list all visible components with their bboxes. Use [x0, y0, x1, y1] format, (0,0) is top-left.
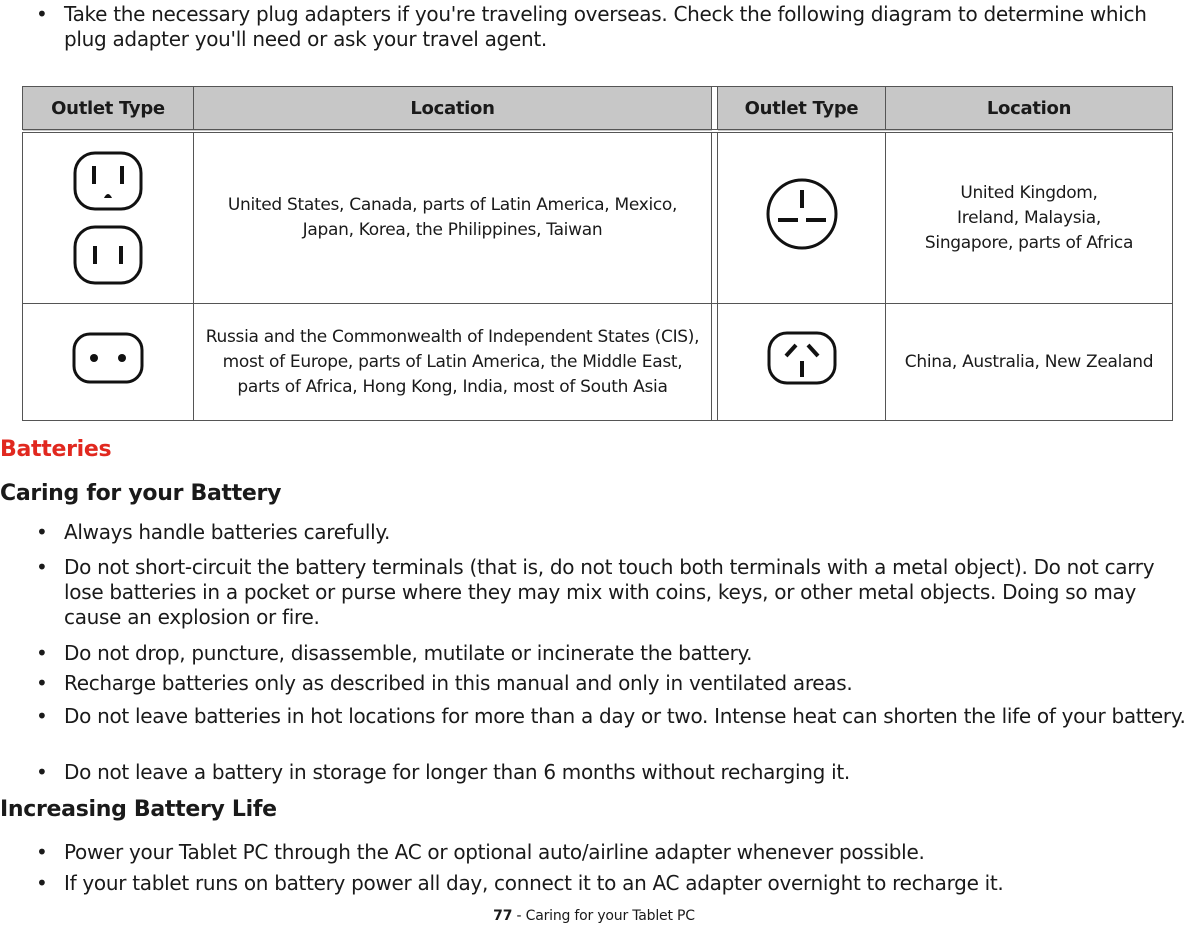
header-outlet-type-2: Outlet Type — [718, 87, 886, 132]
header-location: Location — [194, 87, 712, 132]
plug-adapter-table — [22, 86, 1173, 421]
bullet-marker: • — [36, 760, 48, 784]
outlet-cell — [718, 131, 886, 304]
list-item — [36, 704, 1188, 729]
list-item-text: Power your Tablet PC through the AC or optional auto/airline adapter whenever possible. — [64, 840, 925, 864]
us-outlet-two-prong-icon — [72, 224, 144, 286]
list-item — [36, 760, 1188, 785]
outlet-cell — [23, 304, 194, 421]
bullet-marker: • — [36, 2, 48, 26]
footer-separator: - — [512, 908, 526, 924]
bullet-marker: • — [36, 520, 48, 544]
page-footer — [0, 908, 1188, 924]
table-row — [23, 304, 1173, 421]
location-line: United Kingdom, — [960, 182, 1098, 203]
location-text: United States, Canada, parts of Latin America, Mexico, Japan, Korea, the Philippines, Taiwan — [227, 195, 678, 240]
location-line: Singapore, parts of Africa — [924, 232, 1134, 253]
header-location-2: Location — [886, 87, 1173, 132]
list-item — [36, 671, 1188, 696]
outlet-cell — [718, 304, 886, 421]
list-item — [36, 641, 1188, 666]
list-item-text: Do not leave a battery in storage for longer than 6 months without recharging it. — [64, 760, 850, 784]
list-item-text: If your tablet runs on battery power all day, connect it to an AC adapter overnight to recharge it. — [64, 871, 1004, 895]
table-header-row — [23, 87, 1173, 132]
batteries-heading: Batteries — [0, 437, 112, 462]
increasing-heading: Increasing Battery Life — [0, 797, 277, 822]
intro-bullet — [36, 2, 1188, 52]
bullet-marker: • — [36, 641, 48, 665]
location-cell — [194, 131, 712, 304]
intro-bullet-text: Take the necessary plug adapters if you're traveling overseas. Check the following diagram to determine which plug adapter you'll need or ask your travel agent. — [64, 2, 1147, 51]
list-item-text: Always handle batteries carefully. — [64, 520, 391, 544]
caring-heading: Caring for your Battery — [0, 481, 282, 506]
list-item-text: Do not leave batteries in hot locations for more than a day or two. Intense heat can shorten the life of your battery. — [64, 704, 1186, 728]
list-item-text: Recharge batteries only as described in this manual and only in ventilated areas. — [64, 671, 853, 695]
outlet-cell — [23, 131, 194, 304]
location-cell — [886, 304, 1173, 421]
location-cell — [194, 304, 712, 421]
list-item — [36, 520, 1188, 545]
location-text: Russia and the Commonwealth of Independent States (CIS), most of Europe, parts of Latin America, the Middle East, parts of Africa, Hong Kong, India, most of South Asia — [205, 326, 700, 397]
us-outlet-grounded-icon — [72, 150, 144, 212]
bullet-marker: • — [36, 840, 48, 864]
australia-outlet-icon — [766, 330, 838, 386]
list-item-text: Do not short-circuit the battery terminals (that is, do not touch both terminals with a metal object). Do not carry lose batteries in a pocket or purse where they may mix with coins, keys, or other metal objects. Doing so may cause an explosion or fire. — [64, 555, 1155, 629]
list-item — [36, 840, 1188, 865]
list-item — [36, 871, 1188, 896]
bullet-marker: • — [36, 555, 48, 579]
page-number: 77 — [493, 908, 513, 924]
europe-round-pin-outlet-icon — [71, 331, 145, 385]
list-item — [36, 555, 1188, 630]
bullet-marker: • — [36, 671, 48, 695]
list-item-text: Do not drop, puncture, disassemble, mutilate or incinerate the battery. — [64, 641, 753, 665]
bullet-marker: • — [36, 871, 48, 895]
footer-title: Caring for your Tablet PC — [525, 908, 695, 924]
header-outlet-type: Outlet Type — [23, 87, 194, 132]
table-row — [23, 131, 1173, 304]
bullet-marker: • — [36, 704, 48, 728]
location-text: China, Australia, New Zealand — [904, 351, 1154, 372]
location-cell — [886, 131, 1173, 304]
uk-outlet-icon — [764, 176, 840, 252]
location-line: Ireland, Malaysia, — [957, 207, 1101, 228]
